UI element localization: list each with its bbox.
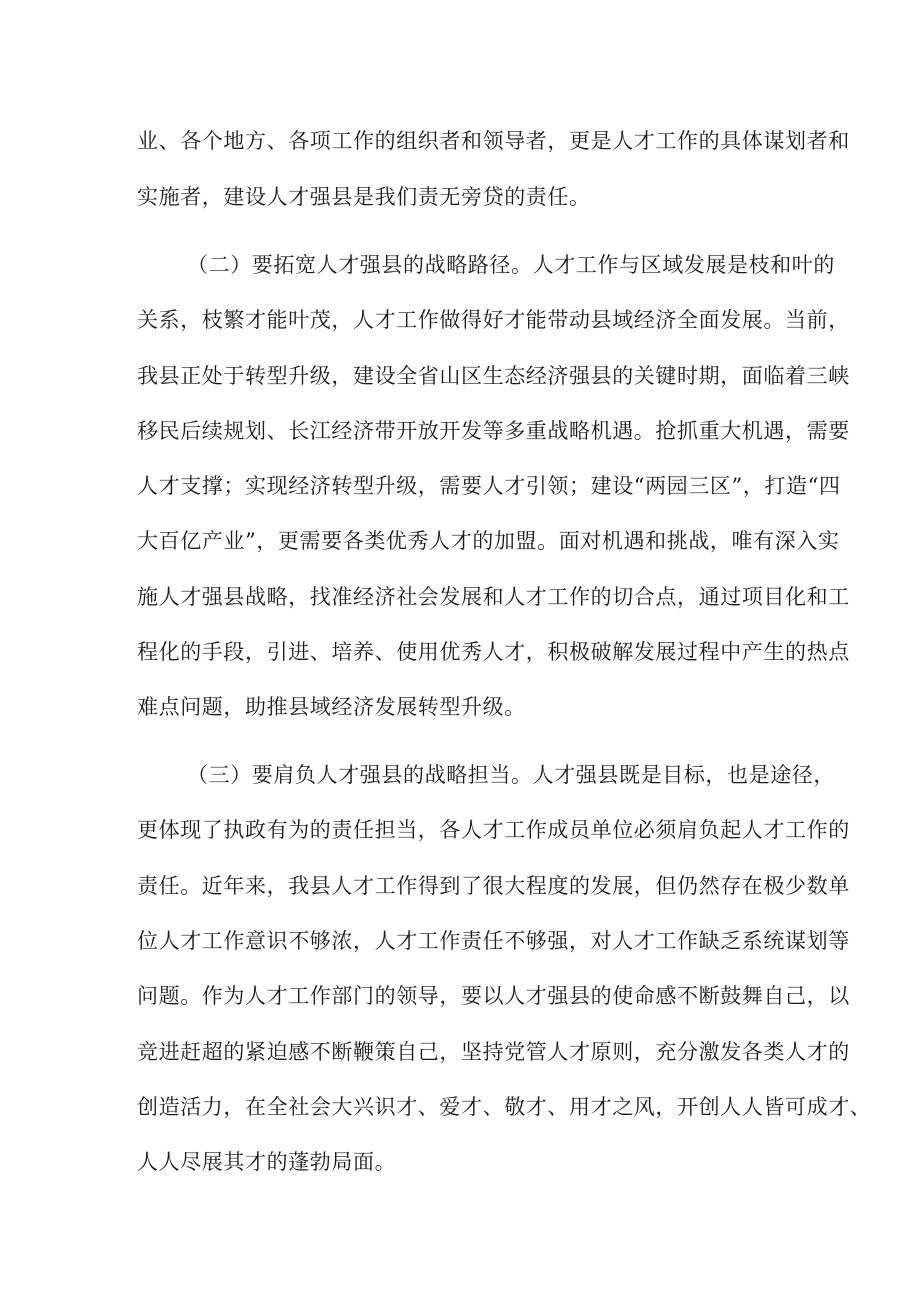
- paragraph-3-line-4: 位人才工作意识不够浓，人才工作责任不够强，对人才工作缺乏系统谋划等: [137, 929, 850, 953]
- paragraph-3-line-5: 问题。作为人才工作部门的领导，要以人才强县的使命感不断鼓舞自己，以: [137, 984, 850, 1008]
- paragraph-2-line-8: 程化的手段，引进、培养、使用优秀人才，积极破解发展过程中产生的热点: [137, 640, 850, 664]
- paragraph-3-line-7: 创造活力，在全社会大兴识才、爱才、敬才、用才之风，开创人人皆可成才、: [137, 1095, 872, 1119]
- paragraph-1-line-2: 实施者，建设人才强县是我们责无旁贷的责任。: [137, 185, 591, 209]
- paragraph-2-line-6: 大百亿产业”，更需要各类优秀人才的加盟。面对机遇和挑战，唯有深入实: [137, 529, 840, 553]
- paragraph-1-line-1: 业、各个地方、各项工作的组织者和领导者，更是人才工作的具体谋划者和: [137, 129, 850, 153]
- paragraph-2-line-1: （二）要拓宽人才强县的战略路径。人才工作与区域发展是枝和叶的: [187, 253, 835, 277]
- paragraph-3-line-1: （三）要肩负人才强县的战略担当。人才强县既是目标，也是途径，: [187, 763, 835, 787]
- paragraph-3-line-8: 人人尽展其才的蓬勃局面。: [137, 1150, 397, 1174]
- paragraph-2-line-3: 我县正处于转型升级，建设全省山区生态经济强县的关键时期，面临着三峡: [137, 364, 850, 388]
- paragraph-2-line-9: 难点问题，助推县域经济发展转型升级。: [137, 695, 526, 719]
- paragraph-2-line-5: 人才支撑；实现经济转型升级，需要人才引领；建设“两园三区”，打造“四: [137, 474, 841, 498]
- paragraph-3-line-3: 责任。近年来，我县人才工作得到了很大程度的发展，但仍然存在极少数单: [137, 874, 850, 898]
- paragraph-2-line-4: 移民后续规划、长江经济带开放开发等多重战略机遇。抢抓重大机遇，需要: [137, 419, 850, 443]
- paragraph-2-line-2: 关系，枝繁才能叶茂，人才工作做得好才能带动县域经济全面发展。当前，: [137, 308, 850, 332]
- paragraph-2-line-7: 施人才强县战略，找准经济社会发展和人才工作的切合点，通过项目化和工: [137, 585, 850, 609]
- paragraph-3-line-6: 竞进赶超的紧迫感不断鞭策自己，坚持党管人才原则，充分激发各类人才的: [137, 1040, 850, 1064]
- paragraph-3-line-2: 更体现了执政有为的责任担当，各人才工作成员单位必须肩负起人才工作的: [137, 818, 850, 842]
